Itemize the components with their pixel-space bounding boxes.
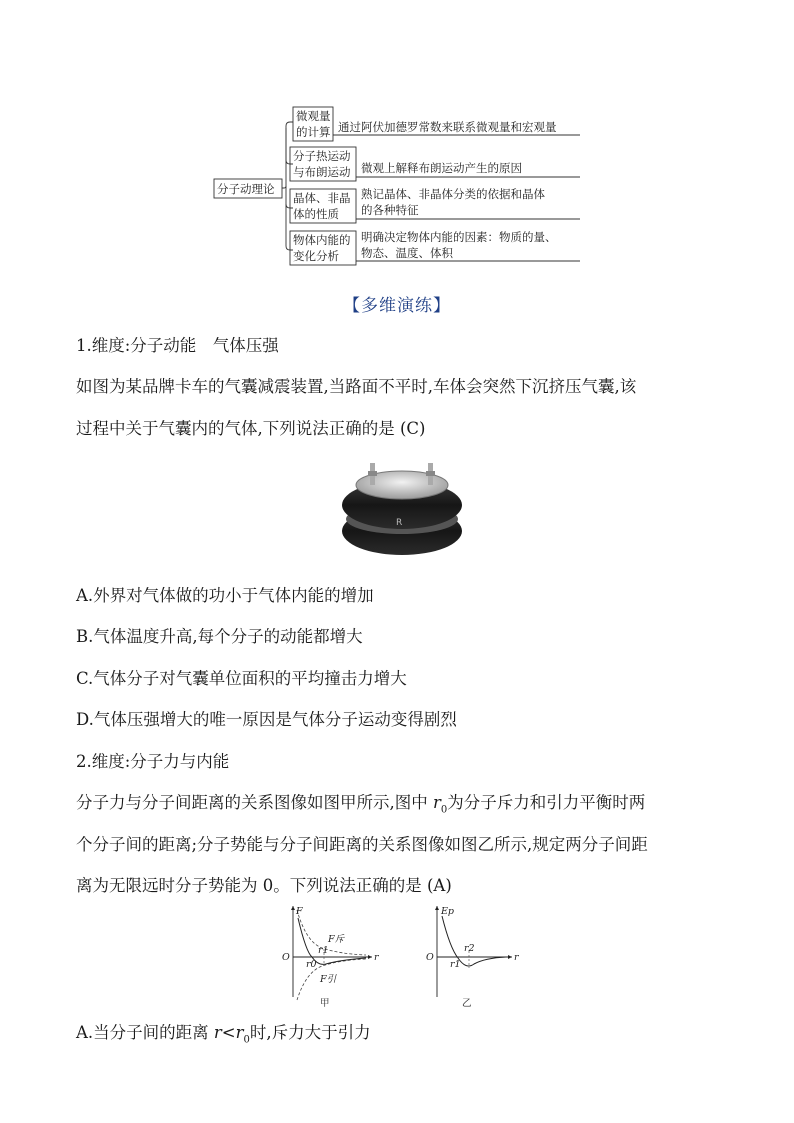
q1-option-b: B.气体温度升高,每个分子的动能都增大 <box>76 627 363 646</box>
graph-jia-attraction: F引 <box>320 974 337 985</box>
mind-map-branch-detail: 的各种特征 <box>361 203 419 217</box>
mind-map-brace-4 <box>286 204 293 250</box>
graph-jia-repulsion: F斥 <box>328 934 345 945</box>
graph-jia-y-axis: F <box>296 906 303 917</box>
graph-yi-r2: r2 <box>464 943 475 954</box>
graph-yi-caption: 乙 <box>462 998 472 1009</box>
graph-yi-y-axis: Ep <box>441 906 455 917</box>
graph-yi <box>426 906 520 1009</box>
air-spring-image <box>340 455 464 561</box>
mind-map-root: 分子动理论 <box>217 182 275 196</box>
graph-jia <box>282 906 380 1009</box>
mind-map-brace-2 <box>286 128 293 164</box>
mind-map-branch-topic: 变化分析 <box>293 249 339 263</box>
mind-map-branch-topic: 的计算 <box>296 125 331 139</box>
graph-yi-r1: r1 <box>450 959 461 970</box>
q2-stem-line: 离为无限远时分子势能为 0。下列说法正确的是 (A) <box>76 876 452 895</box>
mind-map-branch-detail: 明确决定物体内能的因素：物质的量、 <box>361 230 557 244</box>
q1-heading: 1.维度:分子动能 气体压强 <box>76 336 279 355</box>
q1-option-a: A.外界对气体做的功小于气体内能的增加 <box>76 586 374 605</box>
q1-stem-line: 过程中关于气囊内的气体,下列说法正确的是 (C) <box>76 419 426 438</box>
q2-stem-line: 分子力与分子间距离的关系图像如图甲所示,图中 $r_0$为分子斥力和引力平衡时两 <box>76 793 646 816</box>
q1-stem-line: 如图为某品牌卡车的气囊减震装置,当路面不平时,车体会突然下沉挤压气囊,该 <box>76 377 637 396</box>
graph-jia-caption: 甲 <box>320 998 330 1009</box>
q1-option-c: C.气体分子对气囊单位面积的平均撞击力增大 <box>76 669 407 688</box>
mind-map-branch-detail: 通过阿伏加德罗常数来联系微观量和宏观量 <box>338 120 557 134</box>
mind-map <box>0 0 794 280</box>
graph-jia-r1: r1 <box>318 945 329 956</box>
section-title: 【多维演练】 <box>343 296 451 316</box>
graph-yi-x-axis: r <box>514 952 519 963</box>
mind-map-branch-topic: 晶体、非晶 <box>293 191 351 205</box>
air-spring-mark: R <box>396 518 403 528</box>
q1-option-d: D.气体压强增大的唯一原因是气体分子运动变得剧烈 <box>76 710 457 729</box>
mind-map-branch-detail: 微观上解释布朗运动产生的原因 <box>361 161 522 175</box>
mind-map-branch-topic: 物体内能的 <box>293 233 351 247</box>
mind-map-branch-topic: 微观量 <box>296 109 331 123</box>
q2-heading: 2.维度:分子力与内能 <box>76 752 230 771</box>
mind-map-branch-detail: 熟记晶体、非晶体分类的依据和晶体 <box>361 187 545 201</box>
mind-map-brace-top <box>282 122 293 188</box>
graphs-figure <box>280 902 530 1010</box>
graph-jia-origin: O <box>282 952 290 963</box>
mind-map-branch-detail: 物态、温度、体积 <box>361 246 453 260</box>
graph-jia-x-axis: r <box>374 952 379 963</box>
graph-yi-origin: O <box>426 952 434 963</box>
q2-option-a: A.当分子间的距离 $r<r_0$时,斥力大于引力 <box>76 1023 371 1046</box>
q2-stem-line: 个分子间的距离;分子势能与分子间距离的关系图像如图乙所示,规定两分子间距 <box>76 835 648 854</box>
mind-map-branch-topic: 分子热运动 <box>293 149 351 163</box>
graph-jia-r0: r0 <box>306 959 317 970</box>
mind-map-branch-topic: 体的性质 <box>293 207 339 221</box>
mind-map-branch-topic: 与布朗运动 <box>293 165 351 179</box>
